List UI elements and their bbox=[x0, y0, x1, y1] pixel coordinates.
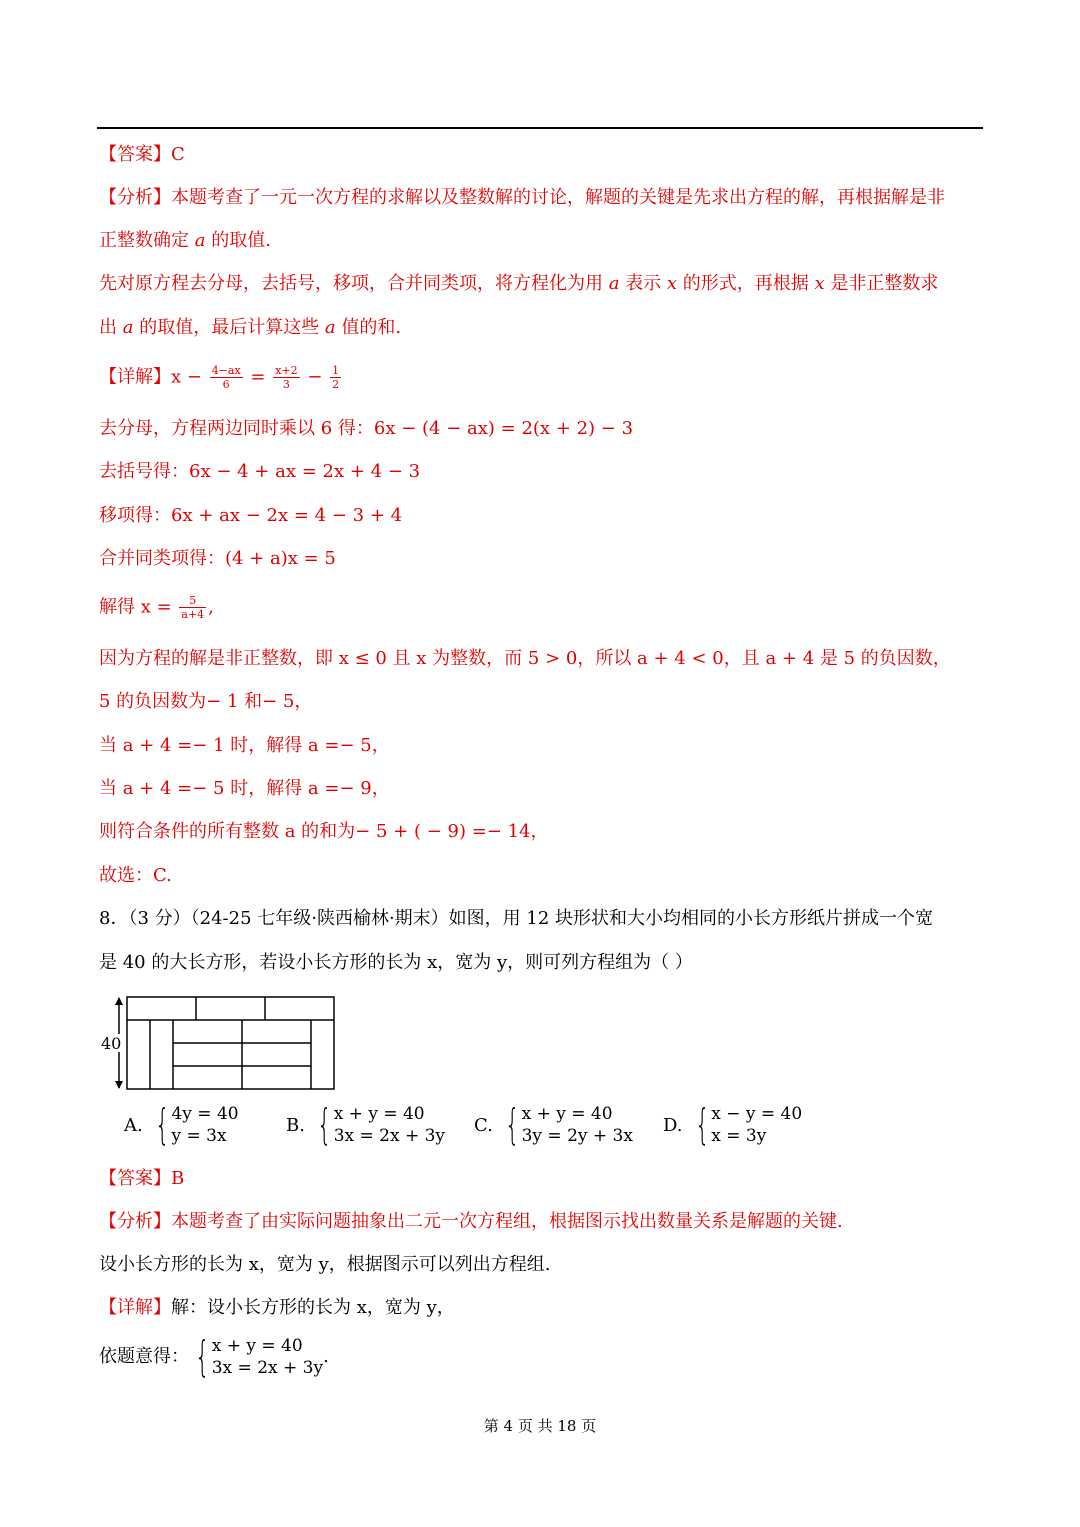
answer-value: C bbox=[171, 144, 185, 165]
text: 值的和. bbox=[335, 317, 402, 338]
numerator: 4−ax bbox=[211, 364, 241, 377]
text: . bbox=[323, 1346, 329, 1367]
text: 解得 x = bbox=[99, 596, 178, 618]
analysis-tag: 【分析】 bbox=[99, 187, 171, 208]
header-rule bbox=[97, 127, 983, 129]
answer-value: B bbox=[171, 1168, 185, 1189]
option-label: D. bbox=[663, 1114, 683, 1136]
equation: x + y = 40 bbox=[333, 1104, 425, 1124]
text: 的取值. bbox=[205, 230, 271, 251]
figure-label: 40 bbox=[101, 1034, 122, 1053]
equation: 4y = 40 bbox=[171, 1104, 239, 1124]
denominator: 2 bbox=[332, 378, 340, 391]
arrow-down-icon bbox=[115, 1081, 123, 1089]
text: 的形式，再根据 bbox=[677, 273, 815, 294]
numerator: 1 bbox=[332, 364, 340, 377]
arrow-up-icon bbox=[115, 997, 123, 1005]
question-line-2: 是 40 的大长方形，若设小长方形的长为 x，宽为 y，则可列方程组为（ ） bbox=[99, 952, 693, 973]
option-a[interactable] bbox=[124, 1100, 239, 1149]
text: 表示 bbox=[619, 273, 667, 294]
fraction bbox=[179, 594, 206, 621]
text: − bbox=[301, 366, 329, 388]
rectangle-figure bbox=[97, 994, 347, 1094]
brace-icon: { bbox=[504, 1100, 520, 1149]
text: 正整数确定 bbox=[99, 230, 195, 251]
answer-tag: 【答案】 bbox=[99, 144, 171, 165]
text: = bbox=[244, 366, 272, 388]
detail-tag: 【详解】 bbox=[99, 366, 171, 388]
text: 依题意得： bbox=[99, 1346, 189, 1367]
option-label: A. bbox=[124, 1114, 143, 1136]
equation: x + y = 40 bbox=[521, 1104, 613, 1124]
step-1: 去分母，方程两边同时乘以 6 得：6x − (4 − ax) = 2(x + 2) − 3 bbox=[99, 418, 634, 439]
answer-line-2 bbox=[99, 1167, 184, 1191]
denominator: 6 bbox=[222, 378, 230, 391]
page-footer: 第 4 页 共 18 页 bbox=[483, 1417, 597, 1435]
fraction bbox=[210, 364, 243, 391]
step-6: 因为方程的解是非正整数，即 x ≤ 0 且 x 为整数，而 5 > 0，所以 a + 4 < 0，且 a + 4 是 5 的负因数， bbox=[99, 648, 951, 669]
equation: y = 3x bbox=[171, 1126, 227, 1146]
step-10: 则符合条件的所有整数 a 的和为− 5 + ( − 9) =− 14， bbox=[99, 821, 549, 842]
numerator: x+2 bbox=[275, 364, 298, 377]
equation: 3y = 2y + 3x bbox=[521, 1126, 633, 1146]
numerator: 5 bbox=[179, 594, 206, 608]
step-3: 移项得：6x + ax − 2x = 4 − 3 + 4 bbox=[99, 505, 403, 526]
analysis-line-1 bbox=[99, 186, 945, 210]
option-label: B. bbox=[286, 1114, 305, 1136]
analysis-text: 本题考查了一元一次方程的求解以及整数解的讨论，解题的关键是先求出方程的解，再根据解是非 bbox=[171, 187, 945, 208]
brace-icon: { bbox=[694, 1100, 710, 1149]
detail2-line-1 bbox=[99, 1296, 455, 1320]
brace-icon: { bbox=[195, 1332, 210, 1381]
analysis-line-4: 出 a 的取值，最后计算这些 a 值的和. bbox=[99, 317, 402, 338]
question-line-1: 8．（3 分）（24-25 七年级·陕西榆林·期末）如图，用 12 块形状和大小均相同的小长方形纸片拼成一个宽 bbox=[99, 908, 934, 929]
analysis-tag: 【分析】 bbox=[99, 1211, 171, 1232]
text: 的取值，最后计算这些 bbox=[133, 317, 325, 338]
equation: x − y = 40 bbox=[711, 1104, 803, 1124]
answer-tag: 【答案】 bbox=[99, 1168, 171, 1189]
option-b[interactable] bbox=[286, 1100, 446, 1149]
fraction bbox=[273, 364, 299, 391]
text: , bbox=[208, 596, 214, 618]
detail-equation bbox=[99, 364, 343, 391]
option-label: C. bbox=[474, 1114, 493, 1136]
text: 先对原方程去分母，去括号，移项，合并同类项，将方程化为用 bbox=[99, 273, 609, 294]
step-2: 去括号得：6x − 4 + ax = 2x + 4 − 3 bbox=[99, 461, 421, 482]
equation: 3x = 2x + 3y bbox=[333, 1126, 446, 1146]
analysis2-line-2: 设小长方形的长为 x，宽为 y，根据图示可以列出方程组. bbox=[99, 1254, 551, 1275]
denominator: 3 bbox=[282, 378, 290, 391]
brace-icon: { bbox=[316, 1100, 332, 1149]
step-9: 当 a + 4 =− 5 时，解得 a =− 9， bbox=[99, 778, 390, 799]
analysis-line-2: 正整数确定 a 的取值. bbox=[99, 230, 271, 251]
analysis-line-3: 先对原方程去分母，去括号，移项，合并同类项，将方程化为用 a 表示 x 的形式，再根据 x 是非正整数求 bbox=[99, 273, 939, 294]
equation: 3x = 2x + 3y bbox=[211, 1358, 324, 1378]
detail-tag: 【详解】 bbox=[99, 1297, 171, 1318]
equation: x + y = 40 bbox=[211, 1336, 303, 1356]
text: 是非正整数求 bbox=[824, 273, 939, 294]
text: 解：设小长方形的长为 x，宽为 y， bbox=[171, 1297, 455, 1318]
equation: x = 3y bbox=[711, 1126, 767, 1146]
step-11: 故选：C. bbox=[99, 865, 172, 886]
step-8: 当 a + 4 =− 1 时，解得 a =− 5， bbox=[99, 735, 390, 756]
step-4: 合并同类项得：(4 + a)x = 5 bbox=[99, 548, 336, 569]
option-d[interactable] bbox=[663, 1100, 803, 1149]
option-c[interactable] bbox=[474, 1100, 633, 1149]
text: x − bbox=[171, 366, 208, 388]
detail2-line-2 bbox=[99, 1332, 329, 1381]
denominator: a+4 bbox=[181, 608, 205, 621]
step-5 bbox=[99, 594, 214, 621]
fraction bbox=[330, 364, 341, 391]
text: 出 bbox=[99, 317, 123, 338]
text: 本题考查了由实际问题抽象出二元一次方程组，根据图示找出数量关系是解题的关键. bbox=[171, 1211, 843, 1232]
brace-icon: { bbox=[154, 1100, 170, 1149]
analysis2-line-1 bbox=[99, 1210, 843, 1234]
step-7: 5 的负因数为− 1 和− 5， bbox=[99, 691, 313, 712]
answer-line-1 bbox=[99, 143, 185, 167]
